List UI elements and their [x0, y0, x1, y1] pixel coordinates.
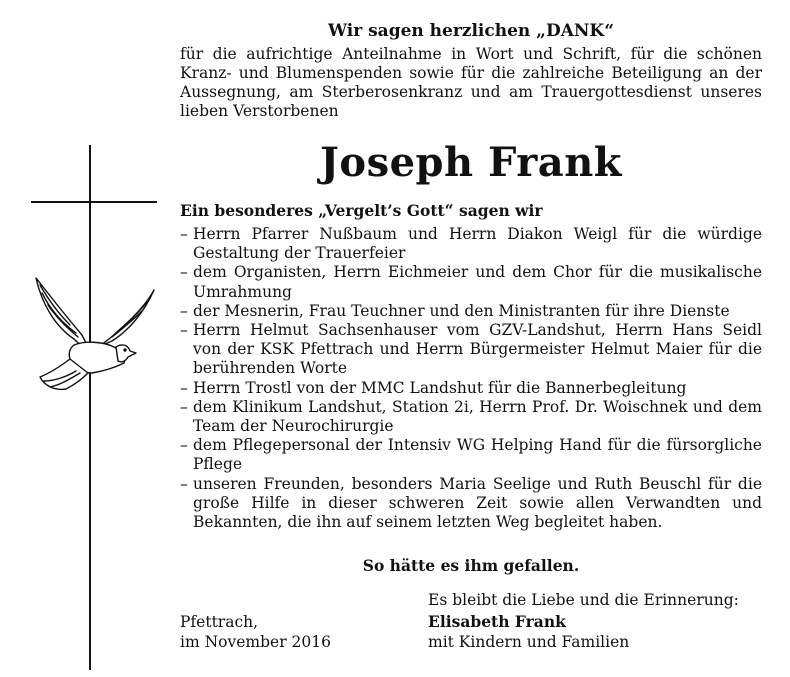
list-item: – Herrn Pfarrer Nußbaum und Herrn Diakon Weigl für die würdige Gestaltung der Trauerfeier [180, 225, 762, 263]
cross-icon [28, 145, 158, 670]
date: im November 2016 [180, 633, 331, 651]
list-item: – unseren Freunden, besonders Maria Seelige und Ruth Beuschl für die große Hilfe in dieser schweren Zeit sowie allen Verwandten und Bekannten, die ihn auf seinem letzten Weg begleitet haben. [180, 475, 762, 533]
thanks-list [180, 225, 762, 532]
memory-line: Es bleibt die Liebe und die Erinnerung: [428, 591, 739, 609]
dove-icon [36, 278, 154, 389]
signer-family: mit Kindern und Familien [428, 633, 630, 651]
signer-block [428, 612, 762, 652]
list-item: – dem Organisten, Herrn Eichmeier und dem Chor für die musikalische Umrahmung [180, 263, 762, 301]
closing-line: So hätte es ihm gefallen. [362, 556, 580, 575]
list-item: – dem Klinikum Landshut, Station 2i, Herrn Prof. Dr. Woischnek und dem Team der Neurochirurgie [180, 398, 762, 436]
place-date [180, 612, 400, 652]
list-item: – dem Pflegepersonal der Intensiv WG Helping Hand für die fürsorgliche Pflege [180, 436, 762, 474]
vergelts-gott-heading: Ein besonderes „Vergelt’s Gott“ sagen wir [180, 201, 543, 220]
signer-name: Elisabeth Frank [428, 612, 566, 631]
intro-text: für die aufrichtige Anteilnahme in Wort und Schrift, für die schönen Kranz- und Blumenspenden sowie für die zahlreiche Beteiligung an der Aussegnung, am Sterberosenkranz und am Trauergottesdienst unseres lieben Verstorbenen [180, 45, 762, 120]
list-item: – Herrn Helmut Sachsenhauser vom GZV-Landshut, Herrn Hans Seidl von der KSK Pfettrach und Herrn Bürgermeister Helmut Maier für die berührenden Worte [180, 321, 762, 379]
list-item: – Herrn Trostl von der MMC Landshut für die Bannerbegleitung [180, 379, 762, 398]
place: Pfettrach, [180, 613, 259, 631]
heading-thanks: Wir sagen herzlichen „DANK“ [327, 21, 614, 41]
list-item: – der Mesnerin, Frau Teuchner und den Ministranten für ihre Dienste [180, 302, 762, 321]
deceased-name: Joseph Frank [319, 139, 623, 186]
